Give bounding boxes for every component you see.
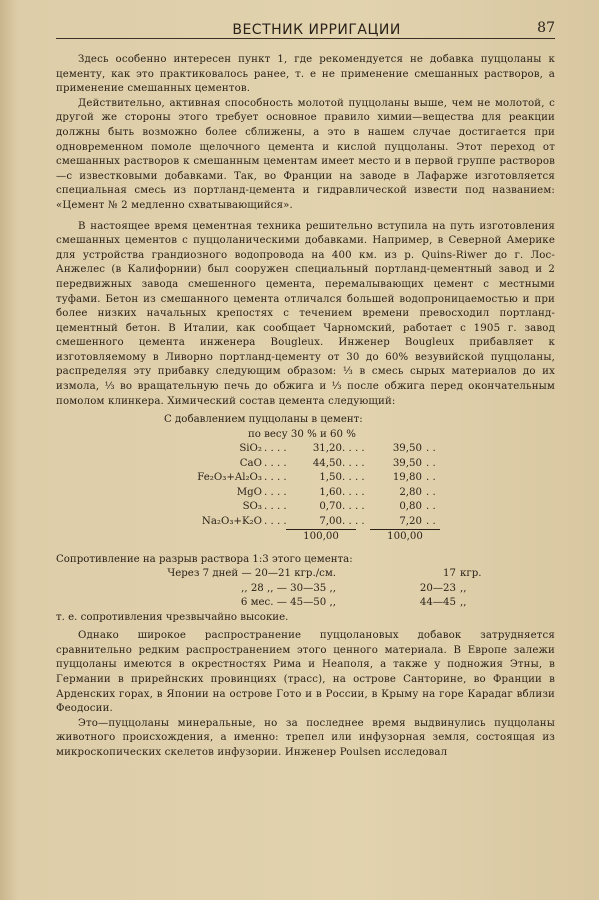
component-name: SiO₂ <box>239 443 262 455</box>
strength-unit: ,, <box>460 582 467 594</box>
table-row: MgO . . . . 1,60 . . . . 2,80 . . <box>56 486 555 501</box>
strength-row <box>56 596 555 611</box>
journal-title: ВЕСТНИК ИРРИГАЦИИ <box>232 22 401 38</box>
table-row: CaO . . . . 44,50 . . . . 39,50 . . <box>56 457 555 472</box>
page-number: 87 <box>537 20 555 36</box>
strength-60: 44—45 <box>419 597 456 609</box>
component-name: MgO <box>236 486 262 498</box>
value-60: 39,50 <box>392 443 422 455</box>
component-name: Fe₂O₃+Al₂O₃ <box>197 472 262 484</box>
body-text-bottom <box>56 629 555 760</box>
table-row: Na₂O₃+K₂O . . . . 7,00 . . . . 7,20 . . <box>56 515 555 530</box>
strength-row <box>56 582 555 597</box>
total-60: 100,00 <box>370 529 440 545</box>
strength-row <box>56 567 555 582</box>
value-30: 1,50 <box>319 472 342 484</box>
strength-60: 20—23 <box>419 582 456 594</box>
component-name: SO₃ <box>242 501 262 513</box>
table-subheading: по весу 30 % и 60 % <box>248 428 356 440</box>
chemical-composition-table <box>56 413 555 545</box>
table-row: SO₃ . . . . 0,70 . . . . 0,80 . . <box>56 500 555 515</box>
paragraph: Это—пуццоланы минеральные, но за последнее время выдвинулись пуццоланы животного происхождения, а именно: трепел или инфузорная земля, состоящая из микроскопических скелетов инфузории. Инженер Poulsen исследовал <box>56 717 555 758</box>
component-name: Na₂O₃+K₂O <box>201 515 262 527</box>
value-60: 19,80 <box>392 472 422 484</box>
body-text-top <box>56 53 555 409</box>
table-row: Fe₂O₃+Al₂O₃ . . . . 1,50 . . . . 19,80 . . <box>56 471 555 486</box>
table-heading: С добавлением пуццоланы в цемент: <box>164 414 363 426</box>
value-30: 44,50 <box>312 457 342 469</box>
component-name: CaO <box>239 457 262 469</box>
table-row: SiO₂ . . . . 31,20 . . . . 39,50 . . <box>56 442 555 457</box>
value-30: 31,20 <box>312 443 342 455</box>
strength-heading: Сопротивление на разрыв раствора 1:3 этого цемента: <box>56 553 353 565</box>
value-30: 1,60 <box>319 486 342 498</box>
tensile-strength-block <box>56 553 555 626</box>
paragraph: Здесь особенно интересен пункт 1, где рекомендуется не добавка пуццоланы к цементу, как это практиковалось ранее, т. е не применение смешанных растворов, а применение смешанных цементов. <box>56 54 555 95</box>
strength-30: Через 7 дней — 20—21 кгр./см. <box>167 568 336 580</box>
value-60: 2,80 <box>399 486 422 498</box>
value-60: 7,20 <box>399 515 422 527</box>
strength-unit: ,, <box>460 597 467 609</box>
strength-60: 17 <box>443 568 456 580</box>
strength-unit: кгр. <box>460 568 482 580</box>
value-60: 0,80 <box>399 501 422 513</box>
running-header <box>56 10 555 39</box>
total-30: 100,00 <box>286 529 356 545</box>
paragraph: Действительно, активная способность молотой пуццоланы выше, чем не молотой, с другой же стороны этого требует основное правило химии—вещества для реакции должны быть возможно более сближены, а это в нашем случае достигается при одновременном помоле щелочного цемента и кислой пуццоланы. Этот переход от смешанных растворов к смешанным цементам имеет место и в первой группе растворов—с известковыми добавками. Так, во Франции на заводе в Лафарже изготовляется специальная смесь из портланд-цемента и гидравлической извести под названием: «Цемент № 2 медленно схватывающийся». <box>56 97 555 211</box>
value-30: 0,70 <box>319 501 342 513</box>
table-total-row <box>56 529 555 545</box>
paragraph: В настоящее время цементная техника решительно вступила на путь изготовления смешанных цементов с пуццоланическими добавками. Например, в Северной Америке для устройства грандиозного водопровода на 400 км. из р. Quins-Riwer до г. Лос-Анжелес (в Калифорнии) был сооружен специальный портланд-цементный завод и 2 передвижных завода смешенного цемента, перемалывающих цемент с местными туфами. Бетон из смешанного цемента отличался большей водопроницаемостью и при более низких начальных крепостях с течением времени превосходил портланд-цементный бетон. В Италии, как сообщает Чарномский, работает с 1905 г. завод смешенного цемента инженера Bougleux. Инженер Bougleux прибавляет к изготовляемому в Ливорно портланд-цементу от 30 до 60% везувийской пуццоланы, распределяя эту прибавку следующим образом: ⅓ в смесь сырых материалов до их измола, ⅓ во вращательную печь до обжига и ⅓ после обжига перед окончательным помолом клинкера. Химический состав цемента следующий: <box>56 220 555 407</box>
strength-conclusion: т. е. сопротивления чрезвычайно высокие. <box>56 611 289 623</box>
strength-30: ,, 28 ,, — 30—35 ,, <box>241 582 336 594</box>
value-30: 7,00 <box>319 515 342 527</box>
value-60: 39,50 <box>392 457 422 469</box>
strength-30: 6 мес. — 45—50 ,, <box>240 597 336 609</box>
paragraph: Однако широкое распространение пуццолановых добавок затрудняется сравнительно редким распространением этого ценного материала. В Европе залежи пуццоланы имеются в окрестностях Рима и Неаполя, а также у подножия Этны, в Германии в прирейнских провинциях (трасс), на острове Санторине, во Франции в Арденских горах, в Японии на острове Гото и в России, в Крыму на горе Карадаг вблизи Феодосии. <box>56 630 555 715</box>
